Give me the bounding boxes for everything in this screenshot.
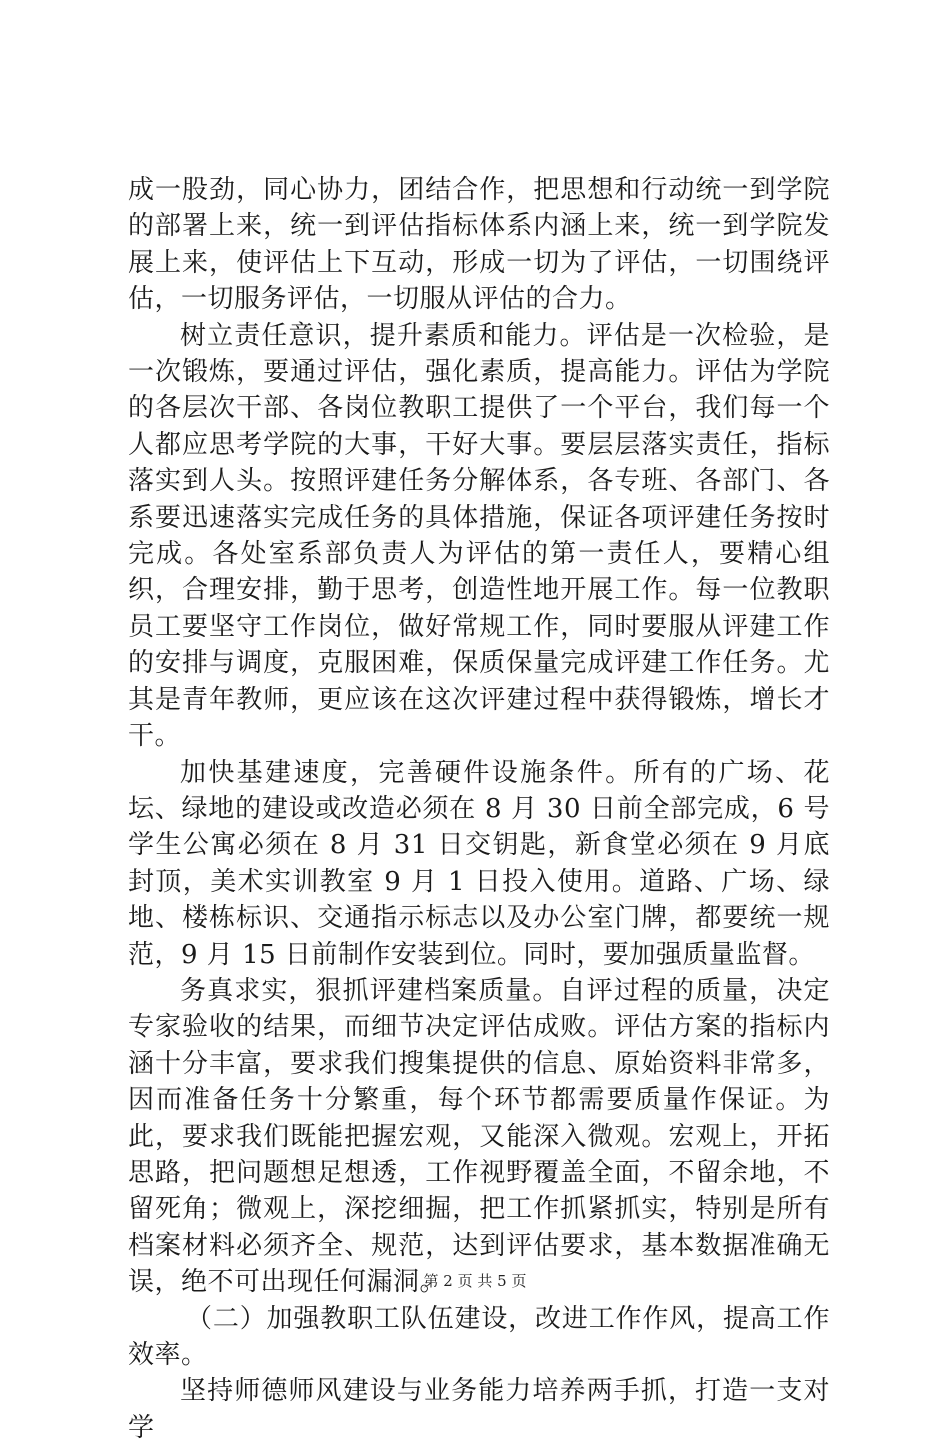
paragraph-continuation: 成一股劲，同心协力，团结合作，把思想和行动统一到学院的部署上来，统一到评估指标体系内涵上来，统一到学院发展上来，使评估上下互动，形成一切为了评估，一切围绕评估，一切服务评估，一切服从评估的合力。 bbox=[128, 175, 830, 315]
paragraph-infrastructure: 加快基建速度，完善硬件设施条件。所有的广场、花坛、绿地的建设或改造必须在 8 月 30 日前全部完成，6 号学生公寓必须在 8 月 31 日交钥匙，新食堂必须在 9 月底封顶，美术实训教室 9 月 1 日投入使用。道路、广场、绿地、楼栋标识、交通指示标志以及办公室门牌，都要统一规范，9 月 15 日前制作安装到位。同时，要加强质量监督。 bbox=[128, 757, 830, 970]
paragraph-teacher-ethics: 坚持师德师风建设与业务能力培养两手抓，打造一支对学 bbox=[128, 1376, 830, 1443]
paragraph-archive-quality: 务真求实，狠抓评建档案质量。自评过程的质量，决定专家验收的结果，而细节决定评估成败。评估方案的指标内涵十分丰富，要求我们搜集提供的信息、原始资料非常多，因而准备任务十分繁重，每个环节都需要质量作保证。为此，要求我们既能把握宏观，又能深入微观。宏观上，开拓思路，把问题想足想透，工作视野覆盖全面，不留余地，不留死角；微观上，深挖细掘，把工作抓紧抓实，特别是所有档案材料必须齐全、规范，达到评估要求，基本数据准确无误，绝不可出现任何漏洞。 bbox=[128, 975, 830, 1298]
document-body bbox=[128, 172, 830, 1446]
page-footer: 第 2 页 共 5 页 bbox=[423, 1272, 527, 1290]
paragraph-responsibility: 树立责任意识，提升素质和能力。评估是一次检验，是一次锻炼，要通过评估，强化素质，提高能力。评估为学院的各层次干部、各岗位教职工提供了一个平台，我们每一个人都应思考学院的大事，干好大事。要层层落实责任，指标落实到人头。按照评建任务分解体系，各专班、各部门、各系要迅速落实完成任务的具体措施，保证各项评建任务按时完成。各处室系部负责人为评估的第一责任人，要精心组织，合理安排，勤于思考，创造性地开展工作。每一位教职员工要坚守工作岗位，做好常规工作，同时要服从评建工作的安排与调度，克服困难，保质保量完成评建工作任务。尤其是青年教师，更应该在这次评建过程中获得锻炼，增长才干。 bbox=[128, 320, 830, 752]
section-heading-2: （二）加强教职工队伍建设，改进工作作风，提高工作效率。 bbox=[128, 1303, 830, 1370]
